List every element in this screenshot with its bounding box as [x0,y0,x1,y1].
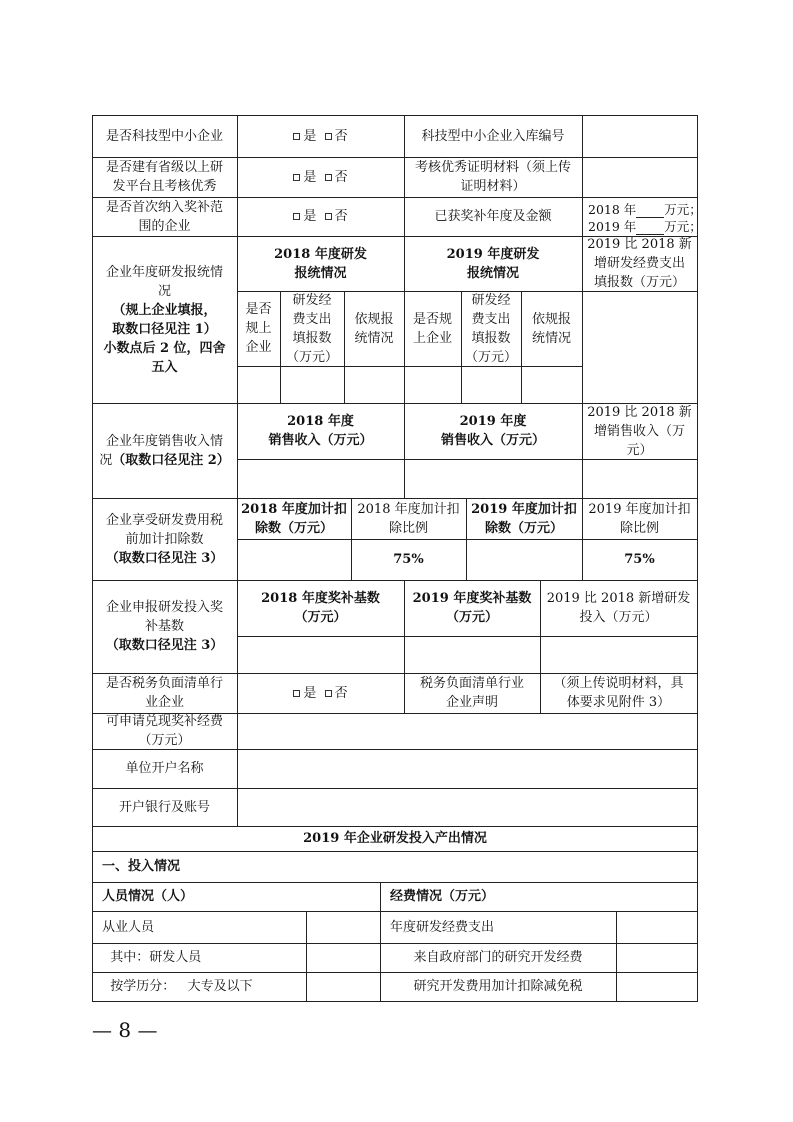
year-2018: 2018 年 [588,202,637,217]
platform-proof-label: 考核优秀证明材料（须上传 证明材料） [414,160,571,194]
no-label: 否 [334,169,348,185]
tax-choice[interactable] [237,673,404,713]
checkbox-yes[interactable] [293,690,300,697]
staff-row: 从业人员 [102,919,155,935]
deduction-2018-ratio-header: 2018 年度加计扣 除比例 [357,501,460,536]
checkbox-yes[interactable] [293,133,300,140]
base-note: （取数口径见注 3） [105,638,224,653]
deduction-label [92,498,237,580]
amount-2018[interactable] [588,200,702,218]
staff-row: 其中：研发人员 [102,950,202,965]
platform-label: 是否建有省级以上研 发平台且考核优秀 [105,160,223,194]
deduction-2019-ratio: 75% [624,552,655,567]
checkbox-no[interactable] [325,133,332,140]
sales-new-header: 2019 比 2018 新 增销售收入（万 元） [587,404,692,458]
checkbox-no[interactable] [325,213,332,220]
checkbox-yes[interactable] [293,174,300,181]
rule [582,115,583,236]
rd-sub-expense-2019: 研发经 费支出 填报数 （万元） [464,292,517,365]
page-number-text: — 8 — [92,1018,158,1042]
deduction-2019-ratio-header: 2019 年度加计扣 除比例 [588,501,691,536]
first-time-choice[interactable] [237,197,404,236]
sales-note: （取数口径见注 2） [112,452,230,468]
deduction-2018-amount-header: 2018 年度加计扣 除数（万元） [241,501,347,536]
rd-sub-scale-2018: 是否 规上 企业 [245,302,272,355]
rule [306,911,307,1001]
base-label-text: 企业申报研发投入奖 补基数 [105,600,223,634]
year-2019: 2019 年 [588,219,637,234]
unit: 万元； [664,202,702,217]
yes-label: 是 [303,128,317,144]
base-2018-header: 2018 年度奖补基数 （万元） [261,591,380,625]
rd-2019-header: 2019 年度研发 报统情况 [446,246,540,281]
tax-declaration-label: 税务负面清单行业 企业声明 [419,676,524,710]
input-section-title: 一、投入情况 [102,859,181,874]
sales-label-text: 企业年度销售收入情 况 [99,433,223,468]
bank-account-label: 开户银行及账号 [118,799,210,815]
base-2019-header: 2019 年度奖补基数 （万元） [412,591,532,625]
amount-2019[interactable] [588,217,702,235]
tax-label: 是否税务负面清单行 业企业 [105,676,223,710]
rd-sub-compliance-2018: 依规报 统情况 [354,311,394,346]
deduction-2019-amount-header: 2019 年度加计扣 除数（万元） [471,501,577,536]
blank-line [636,222,664,235]
sales-2019-header: 2019 年度 销售收入（万元） [440,414,545,448]
awarded-year-label: 已获奖补年度及金额 [434,209,552,224]
deduction-note: （取数口径见注 3） [105,550,224,566]
rd-report-note: （规上企业填报， 取数口径见注 1） 小数点后 2 位，四舍 五入 [103,302,226,375]
no-label: 否 [334,128,348,144]
checkbox-no[interactable] [325,174,332,181]
rd-report-label-text: 企业年度研发报统情 况 [105,264,223,299]
rd-report-label [92,236,237,403]
rd-sub-expense-2018: 研发经 费支出 填报数 （万元） [285,292,338,365]
unit: 万元； [664,219,702,234]
fund-row: 研究开发费用加计扣除减免税 [413,979,583,994]
tech-sme-number-label: 科技型中小企业入库编号 [421,128,565,144]
checkbox-no[interactable] [325,690,332,697]
sales-label [92,403,237,498]
deduction-2018-ratio: 75% [393,552,424,567]
rd-sub-scale-2019: 是否规 上企业 [412,311,452,346]
base-label [92,580,237,673]
base-new-header: 2019 比 2018 新增研发 投入（万元） [546,591,691,625]
staff-row: 按学历分： 大专及以下 [102,979,253,994]
rd-new-header: 2019 比 2018 新 增研发经费支出 填报数（万元） [587,237,692,290]
platform-choice[interactable] [237,157,404,197]
account-name-label: 单位开户名称 [125,761,204,776]
first-time-label: 是否首次纳入奖补范 围的企业 [105,199,223,234]
award-amount-label: 可申请兑现奖补经费 （万元） [105,714,223,748]
sales-2018-header: 2018 年度 销售收入（万元） [268,414,373,448]
yes-label: 是 [303,685,317,701]
yes-label: 是 [303,169,317,185]
tech-sme-choice[interactable] [237,115,404,157]
rule [616,911,617,1001]
fund-header: 经费情况（万元） [390,889,495,904]
no-label: 否 [334,209,348,224]
deduction-label-text: 企业享受研发费用税 前加计扣除数 [105,512,223,547]
tech-sme-label: 是否科技型中小企业 [105,128,223,144]
fund-row: 来自政府部门的研究开发经费 [413,950,583,965]
tax-note: （须上传说明材料，具 体要求见附件 3） [553,676,684,710]
checkbox-yes[interactable] [293,213,300,220]
rule [237,636,698,637]
staff-header: 人员情况（人） [102,889,194,904]
rd-2018-header: 2018 年度研发 报统情况 [274,246,367,281]
yes-label: 是 [303,209,317,224]
section-title: 2019 年企业研发投入产出情况 [303,831,487,846]
rule [92,1001,698,1002]
fund-row: 年度研发经费支出 [390,919,495,935]
page-number [92,1018,292,1042]
no-label: 否 [334,685,348,701]
rd-sub-compliance-2019: 依规报 统情况 [531,311,571,346]
